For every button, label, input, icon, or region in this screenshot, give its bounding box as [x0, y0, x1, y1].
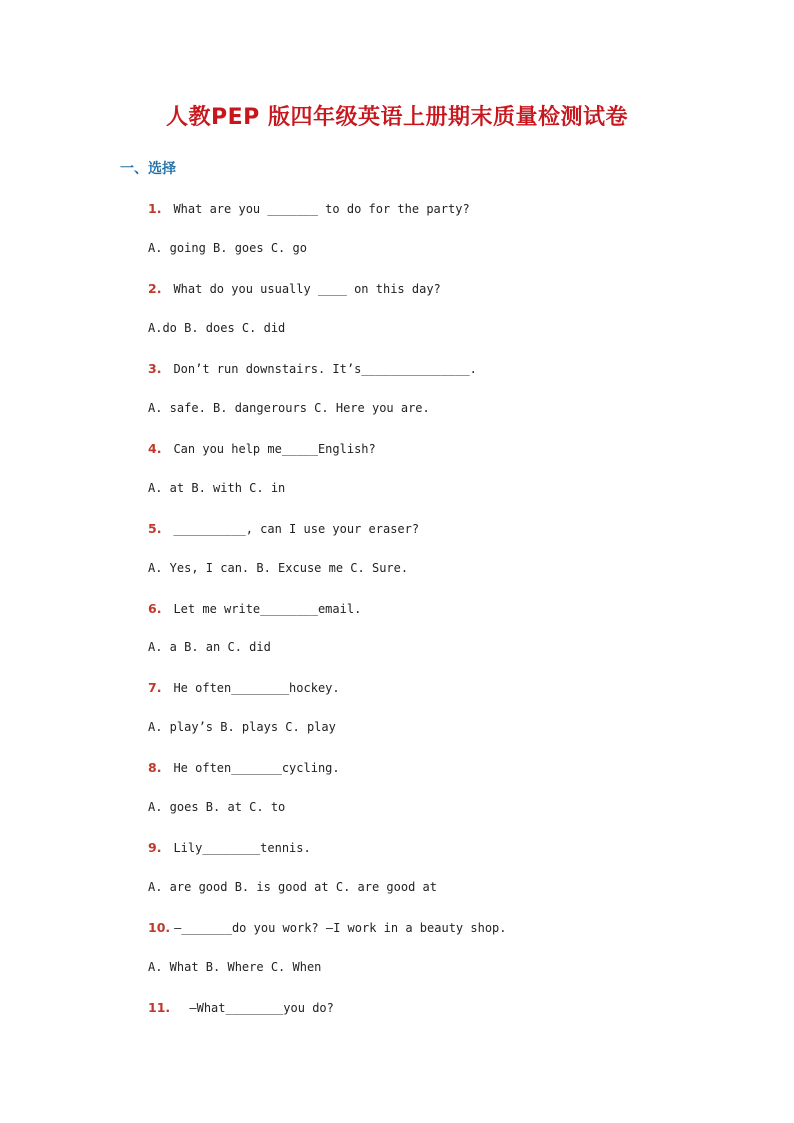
options-9: A. are good B. is good at C. are good at — [148, 880, 437, 894]
question-2 — [148, 281, 441, 296]
question-7 — [148, 680, 340, 695]
question-text: Let me write________email. — [173, 602, 362, 616]
question-4 — [148, 441, 376, 456]
question-10 — [148, 920, 507, 935]
question-text: He often_______cycling. — [173, 761, 340, 775]
section-heading: 一、选择 — [120, 161, 176, 177]
question-text: What are you _______ to do for the party? — [173, 202, 470, 216]
question-6 — [148, 601, 361, 616]
question-text: Can you help me_____English? — [173, 442, 376, 456]
question-text: __________, can I use your eraser? — [173, 522, 420, 536]
question-9 — [148, 840, 311, 855]
question-number: 4. — [148, 441, 162, 456]
question-1 — [148, 201, 470, 216]
options-6: A. a B. an C. did — [148, 640, 271, 654]
question-text: What do you usually ____ on this day? — [173, 282, 441, 296]
options-10: A. What B. Where C. When — [148, 960, 322, 974]
question-text: Lily________tennis. — [173, 841, 311, 855]
question-3 — [148, 361, 477, 376]
question-5 — [148, 521, 419, 536]
question-number: 11. — [148, 1000, 171, 1015]
question-number: 7. — [148, 680, 162, 695]
question-number: 6. — [148, 601, 162, 616]
options-3: A. safe. B. dangerours C. Here you are. — [148, 401, 430, 415]
question-number: 9. — [148, 840, 162, 855]
question-number: 3. — [148, 361, 162, 376]
question-text: —_______do you work? —I work in a beauty shop. — [174, 921, 507, 935]
options-8: A. goes B. at C. to — [148, 800, 286, 814]
question-8 — [148, 760, 340, 775]
question-number: 2. — [148, 281, 162, 296]
options-1: A. going B. goes C. go — [148, 241, 307, 255]
question-number: 5. — [148, 521, 162, 536]
options-4: A. at B. with C. in — [148, 481, 286, 495]
question-text: Don’t run downstairs. It’s_______________. — [173, 362, 477, 376]
question-11 — [148, 1000, 334, 1015]
options-2: A.do B. does C. did — [148, 321, 286, 335]
question-number: 8. — [148, 760, 162, 775]
options-7: A. play’s B. plays C. play — [148, 720, 336, 734]
question-number: 10. — [148, 920, 171, 935]
exam-title: 人教PEP 版四年级英语上册期末质量检测试卷 — [166, 105, 628, 130]
question-text: He often________hockey. — [173, 681, 340, 695]
question-number: 1. — [148, 201, 162, 216]
question-text: —What________you do? — [182, 1001, 334, 1015]
options-5: A. Yes, I can. B. Excuse me C. Sure. — [148, 561, 409, 575]
